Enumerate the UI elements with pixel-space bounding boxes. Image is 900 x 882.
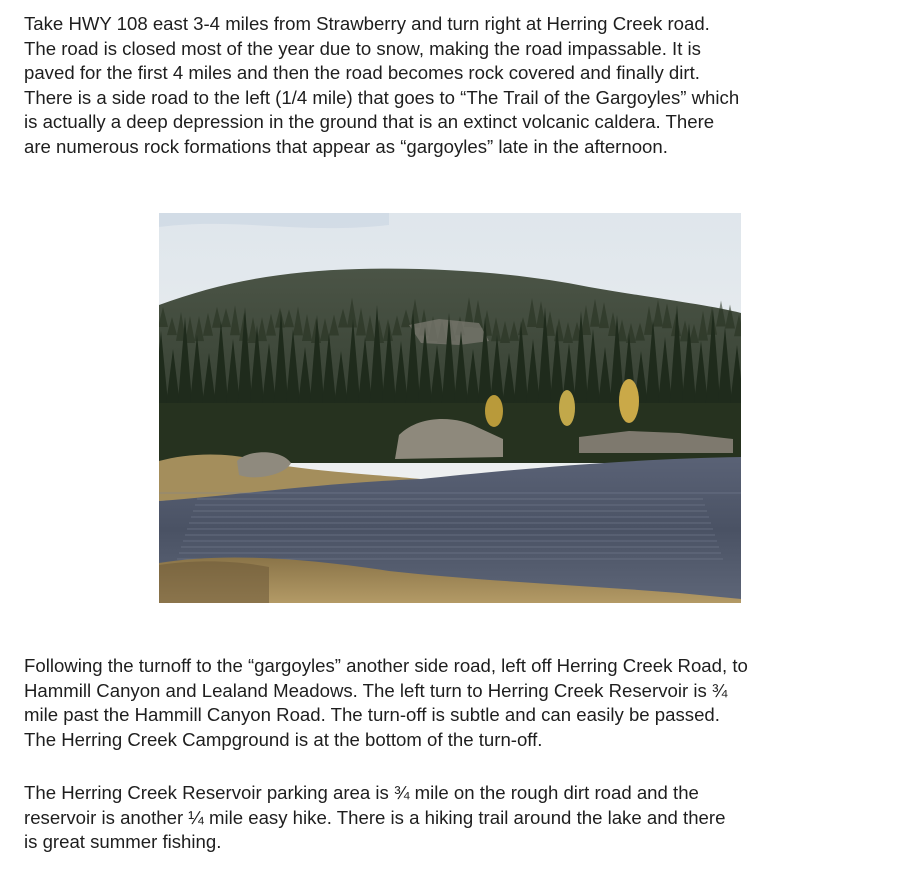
text-line: is actually a deep depression in the ground that is an extinct volcanic caldera. There xyxy=(24,111,715,132)
text-line: The Herring Creek Campground is at the bottom of the turn-off. xyxy=(24,728,543,750)
text-line: The Herring Creek Reservoir parking area is ¾ mile on the rough dirt road and the xyxy=(24,782,699,803)
text-line: Take HWY 108 east 3-4 miles from Strawberry and turn right at Herring Creek road. xyxy=(24,13,710,34)
text-line: There is a side road to the left (1/4 mile) that goes to “The Trail of the Gargoyles” which xyxy=(24,86,740,108)
directions-paragraph xyxy=(24,654,874,752)
text-line: are numerous rock formations that appear as “gargoyles” late in the afternoon. xyxy=(24,135,668,157)
intro-paragraph xyxy=(24,12,874,159)
text-line: reservoir is another ¼ mile easy hike. There is a hiking trail around the lake and there xyxy=(24,806,726,828)
text-line: paved for the first 4 miles and then the road becomes rock covered and finally dirt. xyxy=(24,62,700,83)
text-line: is great summer fishing. xyxy=(24,831,222,852)
lake-photo xyxy=(159,213,741,603)
parking-paragraph xyxy=(24,781,874,855)
text-line: mile past the Hammill Canyon Road. The turn-off is subtle and can easily be passed. xyxy=(24,704,720,725)
text-line: The road is closed most of the year due to snow, making the road impassable. It is xyxy=(24,37,701,59)
text-line: Following the turnoff to the “gargoyles” another side road, left off Herring Creek Road, to xyxy=(24,655,748,676)
text-line: Hammill Canyon and Lealand Meadows. The left turn to Herring Creek Reservoir is ¾ xyxy=(24,679,728,701)
